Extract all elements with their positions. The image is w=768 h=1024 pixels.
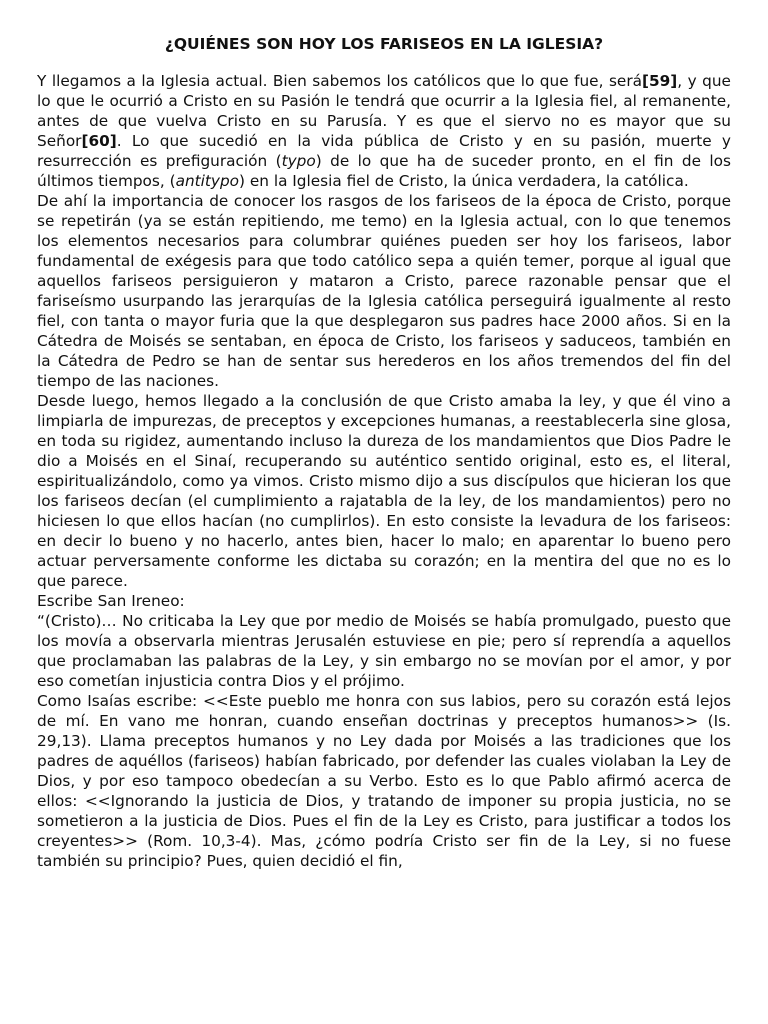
term-antitypo: antitypo: [175, 172, 240, 190]
paragraph-conclusion: Desde luego, hemos llegado a la conclusión de que Cristo amaba la ley, y que él vino a limpiarla de impurezas, de preceptos y excepciones humanas, a reestablecerla sine glosa, en toda su rigidez, aumentando incluso la dureza de los mandamientos que Dios Padre le dio a Moisés en el Sinaí, recuperando su auténtico sentido original, esto es, el literal, espiritualizándolo, como ya vimos. Cristo mismo dijo a sus discípulos que hicieran los que los fariseos decían (el cumplimiento a rajatabla de la ley, de los mandamientos) pero no hiciesen lo que ellos hacían (no cumplirlos). En esto consiste la levadura de los fariseos: en decir lo bueno y no hacerlo, antes bien, hacer lo malo; en aparentar lo bueno pero actuar perversamente conforme les dictaba su corazón; en la mentira del que no es lo que parece.: [37, 392, 731, 590]
footnote-ref-60[interactable]: [60]: [81, 132, 117, 150]
page-title: ¿QUIÉNES SON HOY LOS FARISEOS EN LA IGLESIA?: [164, 35, 604, 53]
paragraph-isaias: Como Isaías escribe: <<Este pueblo me honra con sus labios, pero su corazón está lejos de mí. En vano me honran, cuando enseñan doctrinas y preceptos humanos>> (Is. 29,13). Llama preceptos humanos y no Ley dada por Moisés a las tradiciones que los padres de aquéllos (fariseos) habían fabricado, por defender las cuales violaban la Ley de Dios, y por eso tampoco obedecían a su Verbo. Esto es lo que Pablo afirmó acerca de ellos: <<Ignorando la justicia de Dios, y tratando de imponer su propia justicia, no se sometieron a la justicia de Dios. Pues el fin de la Ley es Cristo, para justificar a todos los creyentes>> (Rom. 10,3-4). Mas, ¿cómo podría Cristo ser fin de la Ley, si no fuese también su principio? Pues, quien decidió el fin,: [37, 692, 731, 870]
paragraph-text: Y llegamos a la Iglesia actual. Bien sabemos los católicos que lo que fue, será: [37, 72, 642, 90]
paragraph-importance: De ahí la importancia de conocer los rasgos de los fariseos de la época de Cristo, porque se repetirán (ya se están repitiendo, me temo) en la Iglesia actual, con lo que tenemos los elementos necesarios para columbrar quiénes pueden ser hoy los fariseos, labor fundamental de exégesis para que todo católico sepa a quién temer, porque al igual que aquellos fariseos persiguieron y mataron a Cristo, parece razonable pensar que el fariseísmo usurpando las jerarquías de la Iglesia católica perseguirá igualmente al resto fiel, con tanta o mayor furia que la que desplegaron sus padres hace 2000 años. Si en la Cátedra de Moisés se sentaban, en época de Cristo, los fariseos y saduceos, también en la Cátedra de Pedro se han de sentar sus herederos en los años tremendos del fin del tiempo de las naciones.: [37, 192, 731, 390]
paragraph-quote-ireneo: “(Cristo)… No criticaba la Ley que por medio de Moisés se había promulgado, puesto que los movía a observarla mientras Jerusalén estuviese en pie; pero sí reprendía a aquellos que proclamaban las palabras de la Ley, y sin embargo no se movían por el amor, y por eso cometían injusticia contra Dios y el prójimo.: [37, 612, 731, 690]
paragraph-text: ) de lo que ha de suceder pronto, en el fin de los últimos tiempos, (: [37, 152, 731, 190]
paragraph-text: . Lo que sucedió en la vida pública de Cristo y en su pasión, muerte y resurrección es prefiguración (: [37, 132, 731, 170]
footnote-ref-59[interactable]: [59]: [641, 72, 678, 90]
paragraph-intro: [37, 71, 731, 191]
term-typo: typo: [281, 152, 316, 170]
paragraph-text: ) en la Iglesia fiel de Cristo, la única verdadera, la católica.: [239, 172, 689, 190]
document-body: [37, 71, 731, 871]
paragraph-text: , y que lo que le ocurrió a Cristo en su Pasión le tendrá que ocurrir a la Iglesia fiel, al remanente, antes de que vuelva Cristo en su Parusía. Y es que el siervo no es mayor que su Señor: [37, 72, 731, 150]
paragraph-ireneo-intro: Escribe San Ireneo:: [37, 592, 185, 610]
